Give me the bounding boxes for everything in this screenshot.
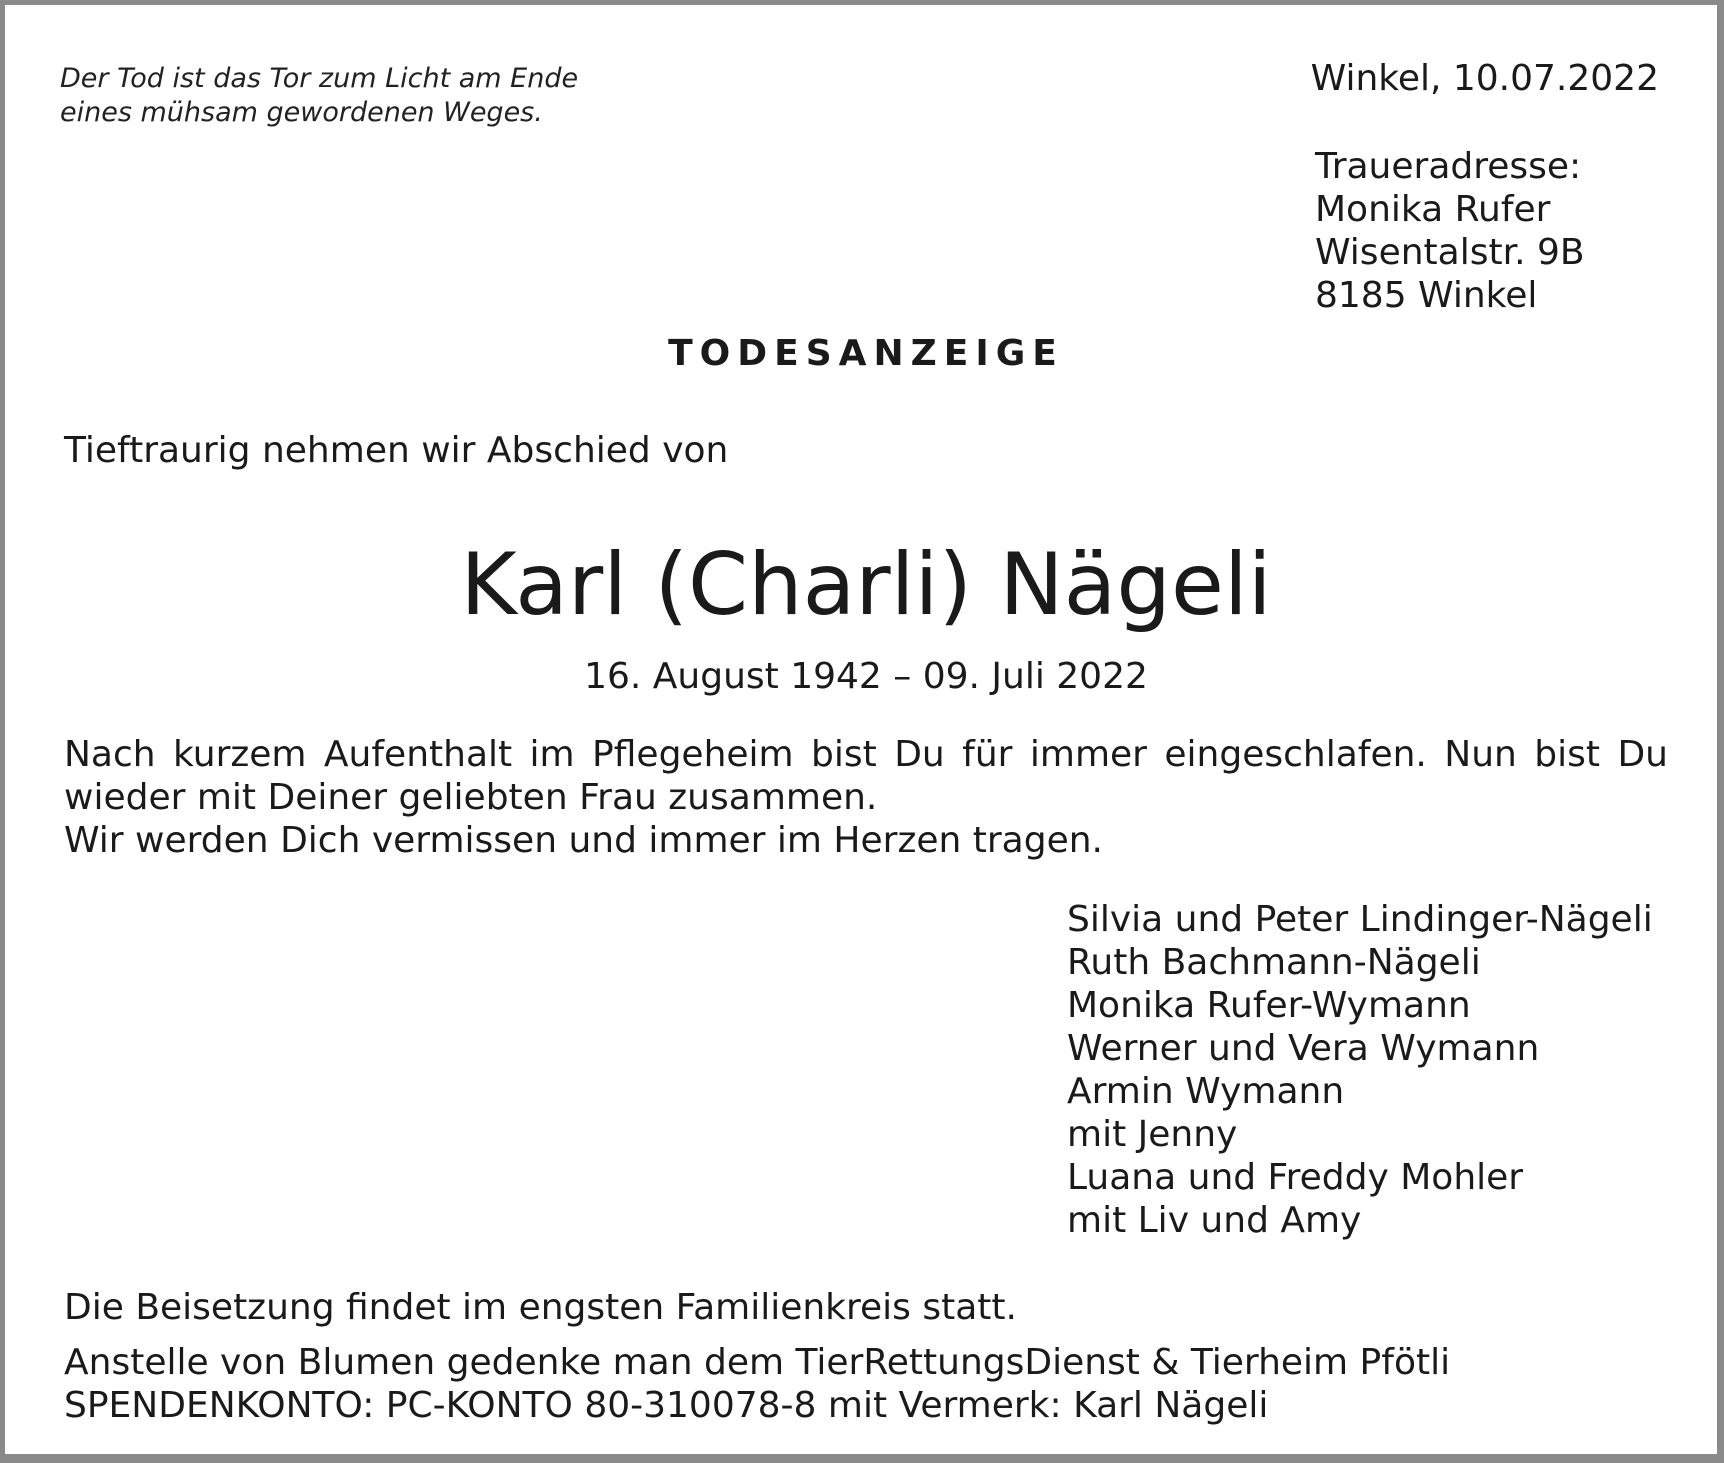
address-street: Wisentalstr. 9B: [1315, 232, 1585, 273]
mourner-entry: Silvia und Peter Lindinger-Nägeli: [1067, 899, 1653, 940]
mourners-list: [1067, 898, 1653, 1242]
motto: [60, 62, 578, 130]
deceased-name: Karl (Charli) Nägeli: [460, 535, 1272, 635]
notice-heading: TODESANZEIGE: [668, 333, 1064, 374]
obituary-page: [5, 5, 1717, 1454]
message-paragraph: [64, 733, 1668, 862]
message-line: Wir werden Dich vermissen und immer im Herzen tragen.: [64, 820, 1103, 861]
address-city: 8185 Winkel: [1315, 275, 1538, 316]
donation-info: [64, 1341, 1450, 1427]
funeral-note: Die Beisetzung findet im engsten Familienkreis statt.: [64, 1287, 1017, 1328]
mourner-entry: Ruth Bachmann-Nägeli: [1067, 942, 1481, 983]
donation-line: Anstelle von Blumen gedenke man dem TierRettungsDienst & Tierheim Pfötli: [64, 1342, 1451, 1383]
address-label: Traueradresse:: [1315, 146, 1582, 187]
message-line: wieder mit Deiner geliebten Frau zusammen.: [64, 777, 878, 818]
place-date: Winkel, 10.07.2022: [1310, 58, 1659, 99]
mourner-entry: Monika Rufer-Wymann: [1067, 985, 1471, 1026]
message-line: Nach kurzem Aufenthalt im Pflegeheim bist Du für immer eingeschlafen. Nun bist Du: [64, 734, 1668, 775]
mourner-entry: Luana und Freddy Mohler: [1067, 1157, 1524, 1198]
life-dates: 16. August 1942 – 09. Juli 2022: [584, 656, 1148, 697]
donation-account: SPENDENKONTO: PC-KONTO 80-310078-8 mit Vermerk: Karl Nägeli: [64, 1385, 1269, 1426]
intro-text: Tieftraurig nehmen wir Abschied von: [64, 430, 729, 471]
address-name: Monika Rufer: [1315, 189, 1551, 230]
mourner-entry: mit Jenny: [1067, 1114, 1238, 1155]
mourning-address: [1315, 145, 1585, 317]
motto-line: Der Tod ist das Tor zum Licht am Ende: [60, 63, 579, 94]
mourner-entry: Werner und Vera Wymann: [1067, 1028, 1540, 1069]
mourner-entry: mit Liv und Amy: [1067, 1200, 1362, 1241]
motto-line: eines mühsam gewordenen Weges.: [60, 97, 543, 128]
mourner-entry: Armin Wymann: [1067, 1071, 1345, 1112]
